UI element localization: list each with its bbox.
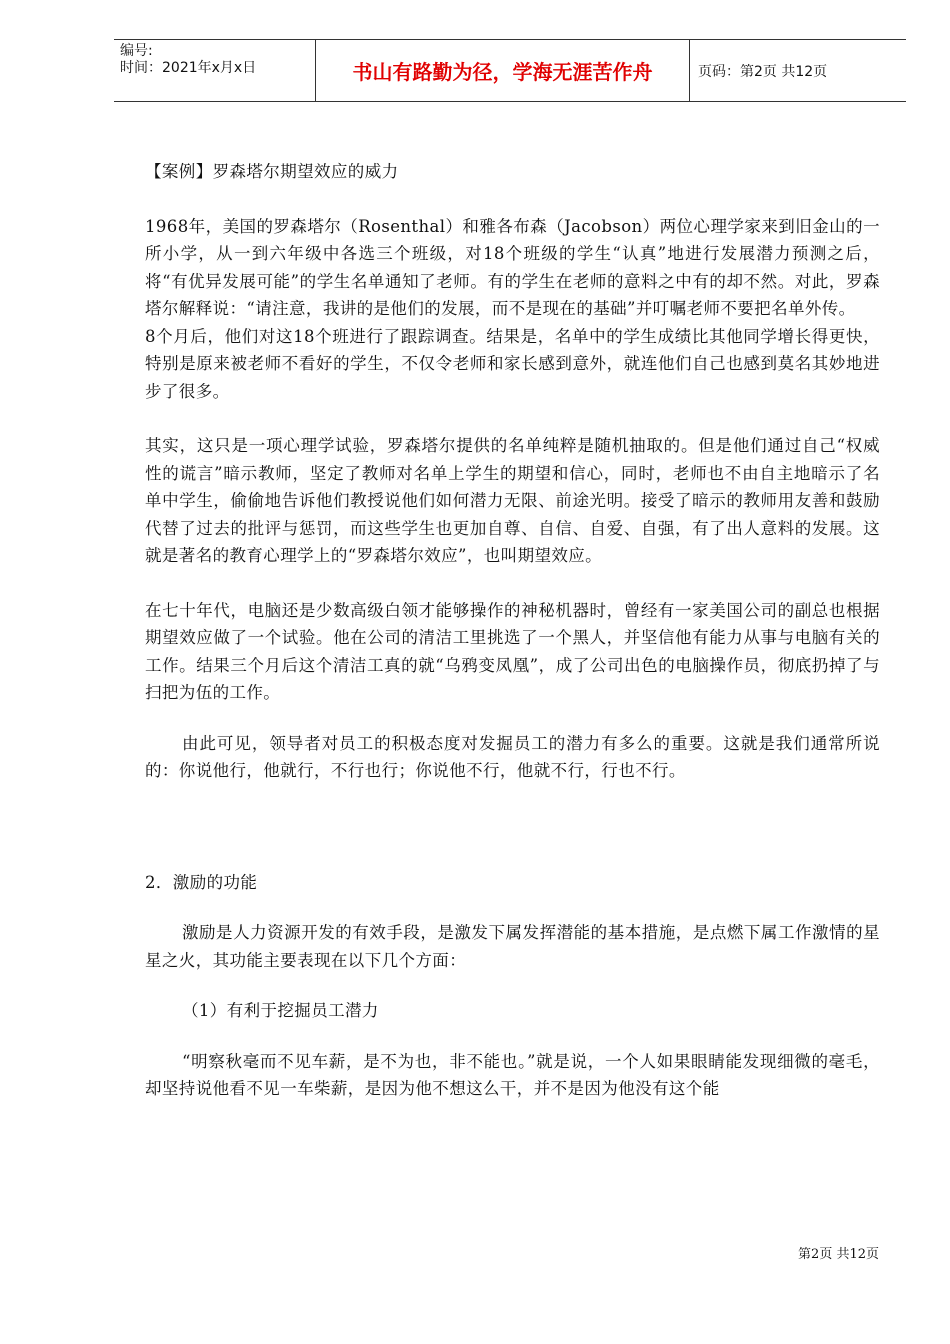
paragraph: 其实，这只是一项心理学试验，罗森塔尔提供的名单纯粹是随机抽取的。但是他们通过自己“权威性的谎言”暗示教师，坚定了教师对名单上学生的期望和信心，同时，老师也不由自主地暗示了名单中学生，偷偷地告诉他们教授说他们如何潜力无限、前途光明。接受了暗示的教师用友善和鼓励代替了过去的批评与惩罚，而这些学生也更加自尊、自信、自爱、自强，有了出人意料的发展。这就是著名的教育心理学上的“罗森塔尔效应”，也叫期望效应。 [145, 436, 880, 565]
case-title: 【案例】罗森塔尔期望效应的威力 [145, 162, 399, 181]
time-label: 时间：2021年x月x日 [120, 60, 257, 76]
page-footer: 第2页 共12页 [798, 1247, 879, 1262]
header-motto: 书山有路勤为径，学海无涯苦作舟 [316, 40, 690, 101]
page-header [114, 39, 906, 102]
paragraph: 1968年，美国的罗森塔尔（Rosenthal）和雅各布森（Jacobson）两位心理学家来到旧金山的一所小学，从一到六年级中各选三个班级，对18个班级的学生“认真”地进行发展潜力预测之后，将“有优异发展可能”的学生名单通知了老师。有的学生在老师的意料之中有的却不然。对此，罗森塔尔解释说：“请注意，我讲的是他们的发展，而不是现在的基础”并叮嘱老师不要把名单外传。 [145, 216, 880, 318]
header-meta-cell [114, 40, 316, 101]
sub-title: （1）有利于挖掘员工潜力 [182, 1001, 379, 1020]
paragraph: 8个月后，他们对这18个班进行了跟踪调查。结果是，名单中的学生成绩比其他同学增长得更快，特别是原来被老师不看好的学生，不仅令老师和家长感到意外，就连他们自己也感到莫名其妙地进步了很多。 [145, 326, 880, 401]
paragraph: 激励是人力资源开发的有效手段，是激发下属发挥潜能的基本措施，是点燃下属工作激情的星星之火，其功能主要表现在以下几个方面： [145, 923, 880, 970]
document-body [145, 158, 880, 1103]
paragraph: 由此可见，领导者对员工的积极态度对发掘员工的潜力有多么的重要。这就是我们通常所说的：你说他行，他就行，不行也行；你说他不行，他就不行，行也不行。 [145, 733, 880, 780]
paragraph: 在七十年代，电脑还是少数高级白领才能够操作的神秘机器时，曾经有一家美国公司的副总也根据期望效应做了一个试验。他在公司的清洁工里挑选了一个黑人，并坚信他有能力从事与电脑有关的工作。结果三个月后这个清洁工真的就“乌鸦变凤凰”，成了公司出色的电脑操作员，彻底扔掉了与扫把为伍的工作。 [145, 600, 880, 702]
section-title: 2．激励的功能 [145, 872, 258, 892]
number-label: 编号: [120, 43, 153, 59]
header-page-cell [690, 40, 906, 101]
paragraph: “明察秋毫而不见车薪，是不为也，非不能也。”就是说，一个人如果眼睛能发现细微的毫毛，却坚持说他看不见一车柴薪，是因为他不想这么干，并不是因为他没有这个能 [145, 1051, 880, 1098]
header-page-label: 页码：第2页 共12页 [698, 63, 828, 80]
